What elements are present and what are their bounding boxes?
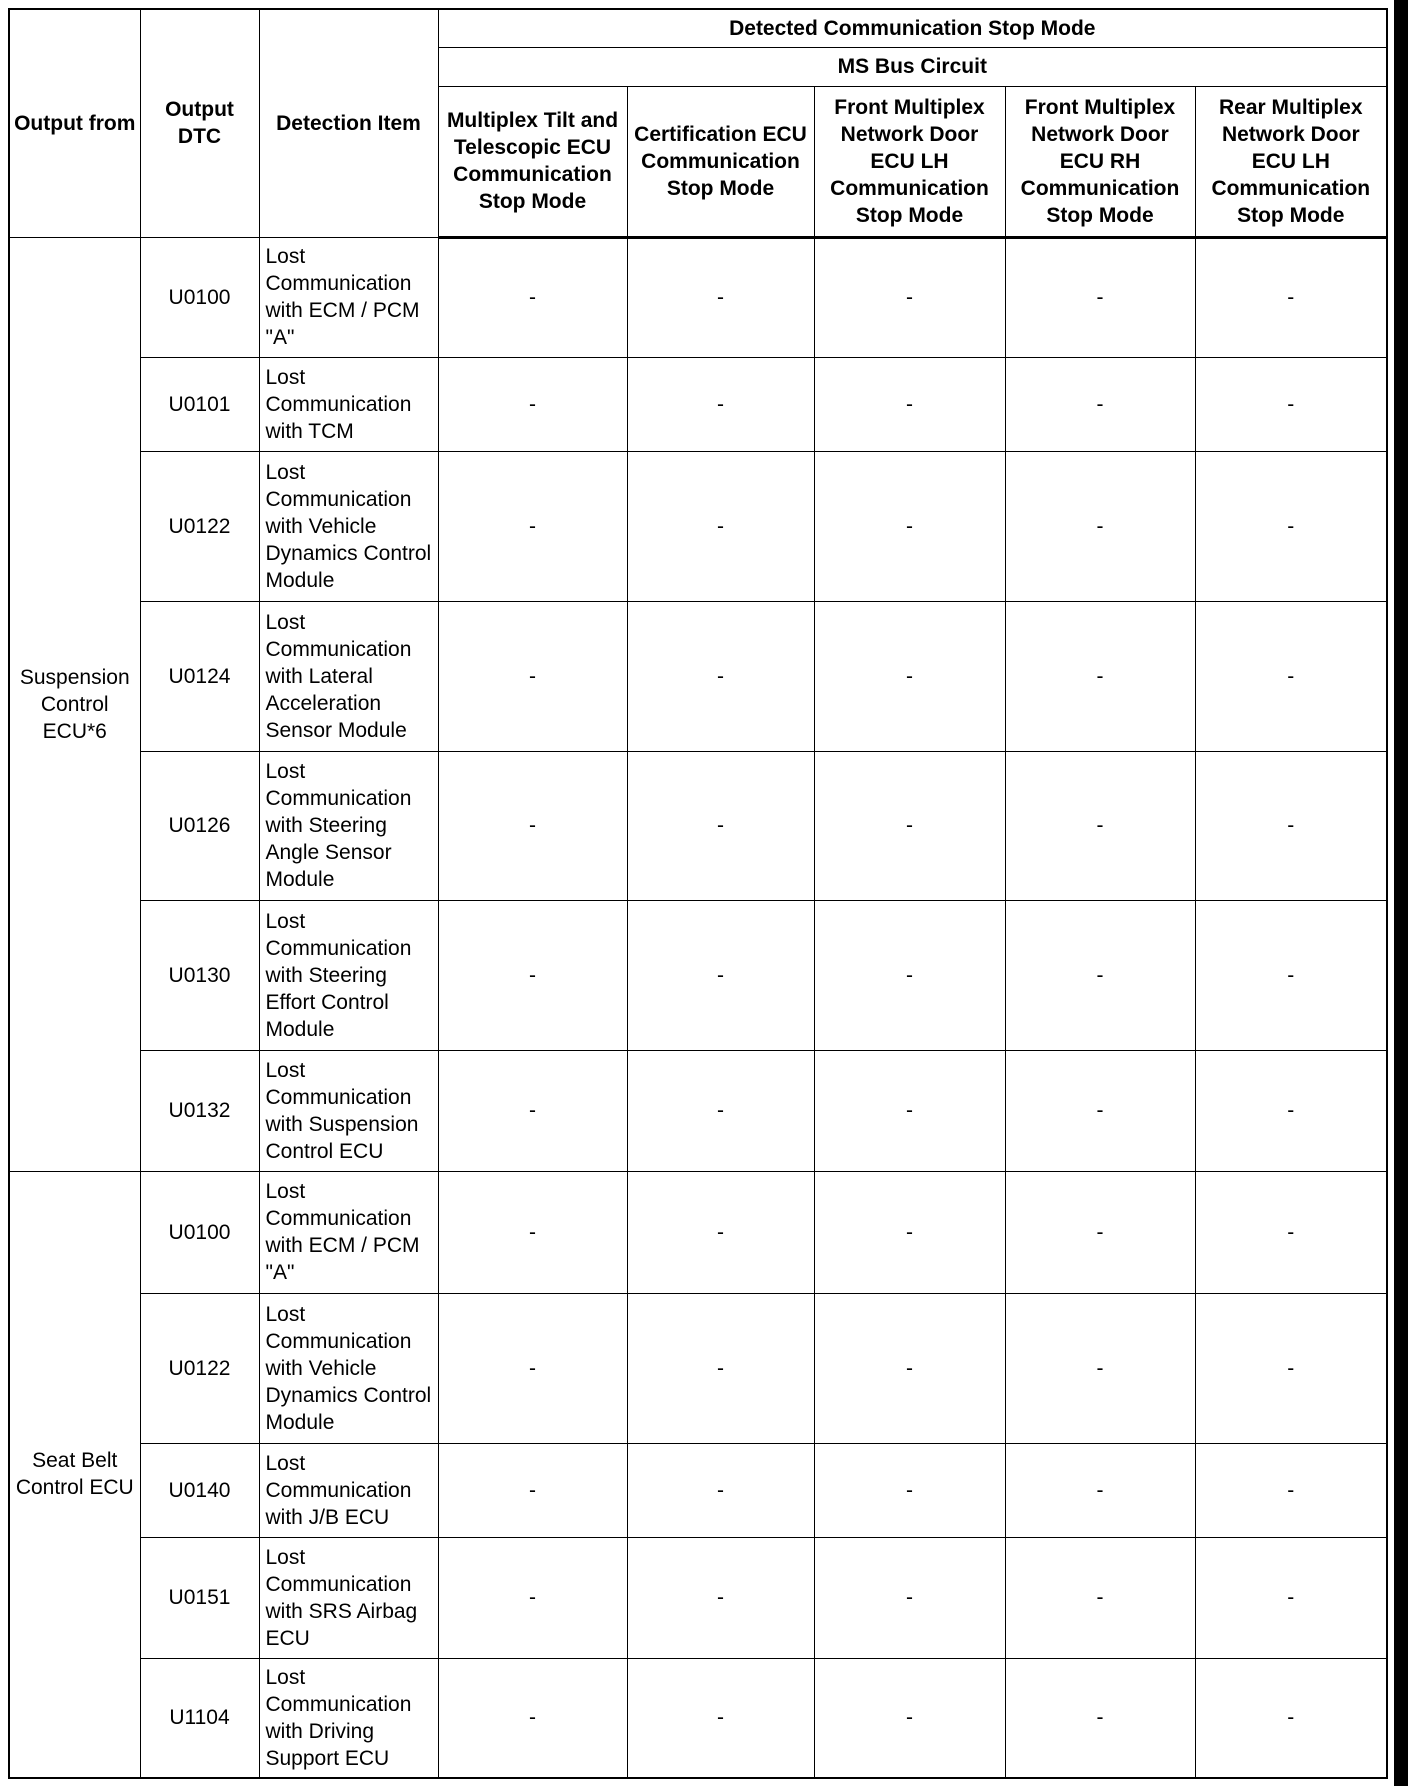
mode-value: - (814, 1171, 1005, 1293)
mode-value: - (438, 1171, 627, 1293)
mode-value: - (814, 900, 1005, 1050)
table-row (9, 237, 1387, 357)
table-row (9, 357, 1387, 451)
dtc-code: U0122 (140, 1293, 259, 1443)
mode-value: - (1195, 1658, 1387, 1778)
mode-value: - (814, 751, 1005, 900)
dtc-code: U0132 (140, 1050, 259, 1171)
mode-value: - (438, 1658, 627, 1778)
header-output-dtc: Output DTC (140, 9, 259, 237)
mode-value: - (627, 1658, 814, 1778)
mode-value: - (438, 1293, 627, 1443)
mode-value: - (1195, 451, 1387, 601)
mode-value: - (627, 1050, 814, 1171)
mode-value: - (814, 1050, 1005, 1171)
dtc-code: U0124 (140, 601, 259, 751)
mode-value: - (814, 357, 1005, 451)
header-mode-front-door-lh: Front Multiplex Network Door ECU LH Communication Stop Mode (814, 86, 1005, 237)
mode-value: - (627, 357, 814, 451)
mode-value: - (1195, 357, 1387, 451)
header-mode-tilt-telescopic: Multiplex Tilt and Telescopic ECU Communication Stop Mode (438, 86, 627, 237)
mode-value: - (438, 237, 627, 357)
mode-value: - (438, 1537, 627, 1658)
mode-value: - (1195, 1050, 1387, 1171)
table-row (9, 1537, 1387, 1658)
mode-value: - (1005, 237, 1195, 357)
dtc-code: U0100 (140, 237, 259, 357)
mode-value: - (1005, 900, 1195, 1050)
header-detection-item: Detection Item (259, 9, 438, 237)
mode-value: - (1195, 1537, 1387, 1658)
mode-value: - (1005, 357, 1195, 451)
dtc-code: U0151 (140, 1537, 259, 1658)
mode-value: - (1005, 1171, 1195, 1293)
header-ms-bus-circuit: MS Bus Circuit (438, 47, 1387, 86)
mode-value: - (1005, 1443, 1195, 1537)
header-mode-front-door-rh: Front Multiplex Network Door ECU RH Communication Stop Mode (1005, 86, 1195, 237)
header-mode-rear-door-lh: Rear Multiplex Network Door ECU LH Communication Stop Mode (1195, 86, 1387, 237)
dtc-communication-stop-table (8, 8, 1388, 1779)
detection-item: Lost Communication with SRS Airbag ECU (259, 1537, 438, 1658)
mode-value: - (1005, 1050, 1195, 1171)
mode-value: - (1005, 601, 1195, 751)
mode-value: - (814, 1293, 1005, 1443)
mode-value: - (814, 1537, 1005, 1658)
mode-value: - (627, 451, 814, 601)
mode-value: - (1195, 751, 1387, 900)
table-row (9, 1658, 1387, 1778)
mode-value: - (438, 751, 627, 900)
mode-value: - (438, 1443, 627, 1537)
dtc-code: U0130 (140, 900, 259, 1050)
mode-value: - (627, 900, 814, 1050)
mode-value: - (627, 1537, 814, 1658)
dtc-code: U0126 (140, 751, 259, 900)
mode-value: - (814, 237, 1005, 357)
mode-value: - (814, 451, 1005, 601)
table-row (9, 900, 1387, 1050)
output-from-cell: Seat Belt Control ECU (9, 1171, 140, 1778)
mode-value: - (1005, 451, 1195, 601)
header-mode-certification: Certification ECU Communication Stop Mode (627, 86, 814, 237)
mode-value: - (627, 237, 814, 357)
mode-value: - (1195, 1443, 1387, 1537)
table-row (9, 751, 1387, 900)
detection-item: Lost Communication with ECM / PCM "A" (259, 237, 438, 357)
mode-value: - (1195, 601, 1387, 751)
mode-value: - (814, 1658, 1005, 1778)
detection-item: Lost Communication with Driving Support ECU (259, 1658, 438, 1778)
table-row (9, 1443, 1387, 1537)
mode-value: - (438, 451, 627, 601)
detection-item: Lost Communication with Suspension Control ECU (259, 1050, 438, 1171)
detection-item: Lost Communication with J/B ECU (259, 1443, 438, 1537)
table-row (9, 1171, 1387, 1293)
mode-value: - (627, 751, 814, 900)
dtc-code: U0122 (140, 451, 259, 601)
table-row (9, 601, 1387, 751)
mode-value: - (627, 1171, 814, 1293)
detection-item: Lost Communication with TCM (259, 357, 438, 451)
table-row (9, 451, 1387, 601)
mode-value: - (1195, 1171, 1387, 1293)
mode-value: - (1195, 900, 1387, 1050)
detection-item: Lost Communication with Vehicle Dynamics Control Module (259, 1293, 438, 1443)
dtc-code: U0101 (140, 357, 259, 451)
detection-item: Lost Communication with Lateral Acceleration Sensor Module (259, 601, 438, 751)
mode-value: - (814, 1443, 1005, 1537)
mode-value: - (438, 900, 627, 1050)
table-row (9, 1050, 1387, 1171)
mode-value: - (627, 601, 814, 751)
right-edge-bar (1394, 0, 1408, 1786)
mode-value: - (438, 601, 627, 751)
mode-value: - (438, 1050, 627, 1171)
table-row (9, 1293, 1387, 1443)
mode-value: - (627, 1293, 814, 1443)
detection-item: Lost Communication with ECM / PCM "A" (259, 1171, 438, 1293)
output-from-cell: Suspension Control ECU*6 (9, 237, 140, 1171)
mode-value: - (1195, 1293, 1387, 1443)
mode-value: - (1195, 237, 1387, 357)
mode-value: - (627, 1443, 814, 1537)
mode-value: - (1005, 1537, 1195, 1658)
dtc-code: U1104 (140, 1658, 259, 1778)
mode-value: - (438, 357, 627, 451)
header-detected-mode: Detected Communication Stop Mode (438, 9, 1387, 47)
detection-item: Lost Communication with Vehicle Dynamics Control Module (259, 451, 438, 601)
dtc-code: U0140 (140, 1443, 259, 1537)
detection-item: Lost Communication with Steering Effort Control Module (259, 900, 438, 1050)
detection-item: Lost Communication with Steering Angle Sensor Module (259, 751, 438, 900)
header-output-from: Output from (9, 9, 140, 237)
mode-value: - (1005, 1658, 1195, 1778)
dtc-code: U0100 (140, 1171, 259, 1293)
mode-value: - (1005, 1293, 1195, 1443)
mode-value: - (814, 601, 1005, 751)
mode-value: - (1005, 751, 1195, 900)
